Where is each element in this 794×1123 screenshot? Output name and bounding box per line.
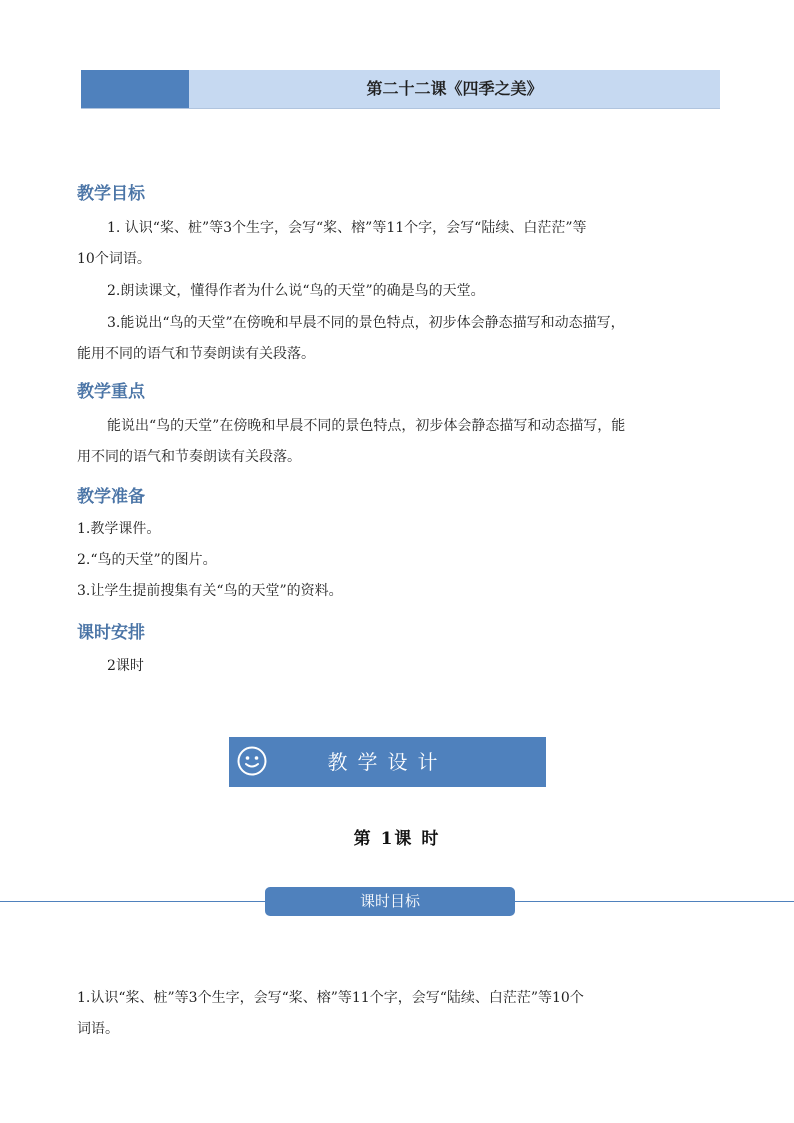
lesson-goal-line-2: 词语。 [77, 1021, 119, 1037]
schedule-heading: 课时安排 [77, 623, 145, 643]
schedule-value: 2课时 [107, 658, 144, 674]
goals-heading: 教学目标 [77, 184, 145, 204]
goal-item-3-line-1: 3.能说出“鸟的天堂”在傍晚和早晨不同的景色特点，初步体会静态描写和动态描写， [107, 315, 625, 331]
preparation-item-1: 1.教学课件。 [77, 521, 161, 537]
teaching-design-label: 教学设计 [327, 750, 448, 774]
goal-item-1-line-1: 1. 认识“桨、桩”等3个生字，会写“桨、榕”等11个字，会写“陆续、白茫茫”等 [107, 220, 587, 236]
lesson-goal-line-1: 1.认识“桨、桩”等3个生字，会写“桨、榕”等11个字，会写“陆续、白茫茫”等10个 [77, 990, 584, 1006]
preparation-item-3: 3.让学生提前搜集有关“鸟的天堂”的资料。 [77, 583, 343, 599]
title-bar [81, 70, 720, 109]
teaching-design-banner [229, 737, 546, 787]
lesson-title: 第 1课 时 [353, 829, 441, 849]
page-title: 第二十二课《四季之美》 [366, 79, 543, 98]
key-points-line-2: 用不同的语气和节奏朗读有关段落。 [77, 449, 301, 465]
key-points-line-1: 能说出“鸟的天堂”在傍晚和早晨不同的景色特点，初步体会静态描写和动态描写，能 [107, 418, 626, 434]
key-points-heading: 教学重点 [77, 382, 145, 402]
goal-item-1-line-2: 10个词语。 [77, 251, 151, 267]
title-accent-block [81, 70, 189, 108]
lesson-goal-tag: 课时目标 [265, 887, 515, 916]
preparation-heading: 教学准备 [77, 487, 145, 507]
preparation-item-2: 2.“鸟的天堂”的图片。 [77, 552, 217, 568]
goal-item-2: 2.朗读课文，懂得作者为什么说“鸟的天堂”的确是鸟的天堂。 [107, 283, 485, 299]
goal-item-3-line-2: 能用不同的语气和节奏朗读有关段落。 [77, 346, 315, 362]
